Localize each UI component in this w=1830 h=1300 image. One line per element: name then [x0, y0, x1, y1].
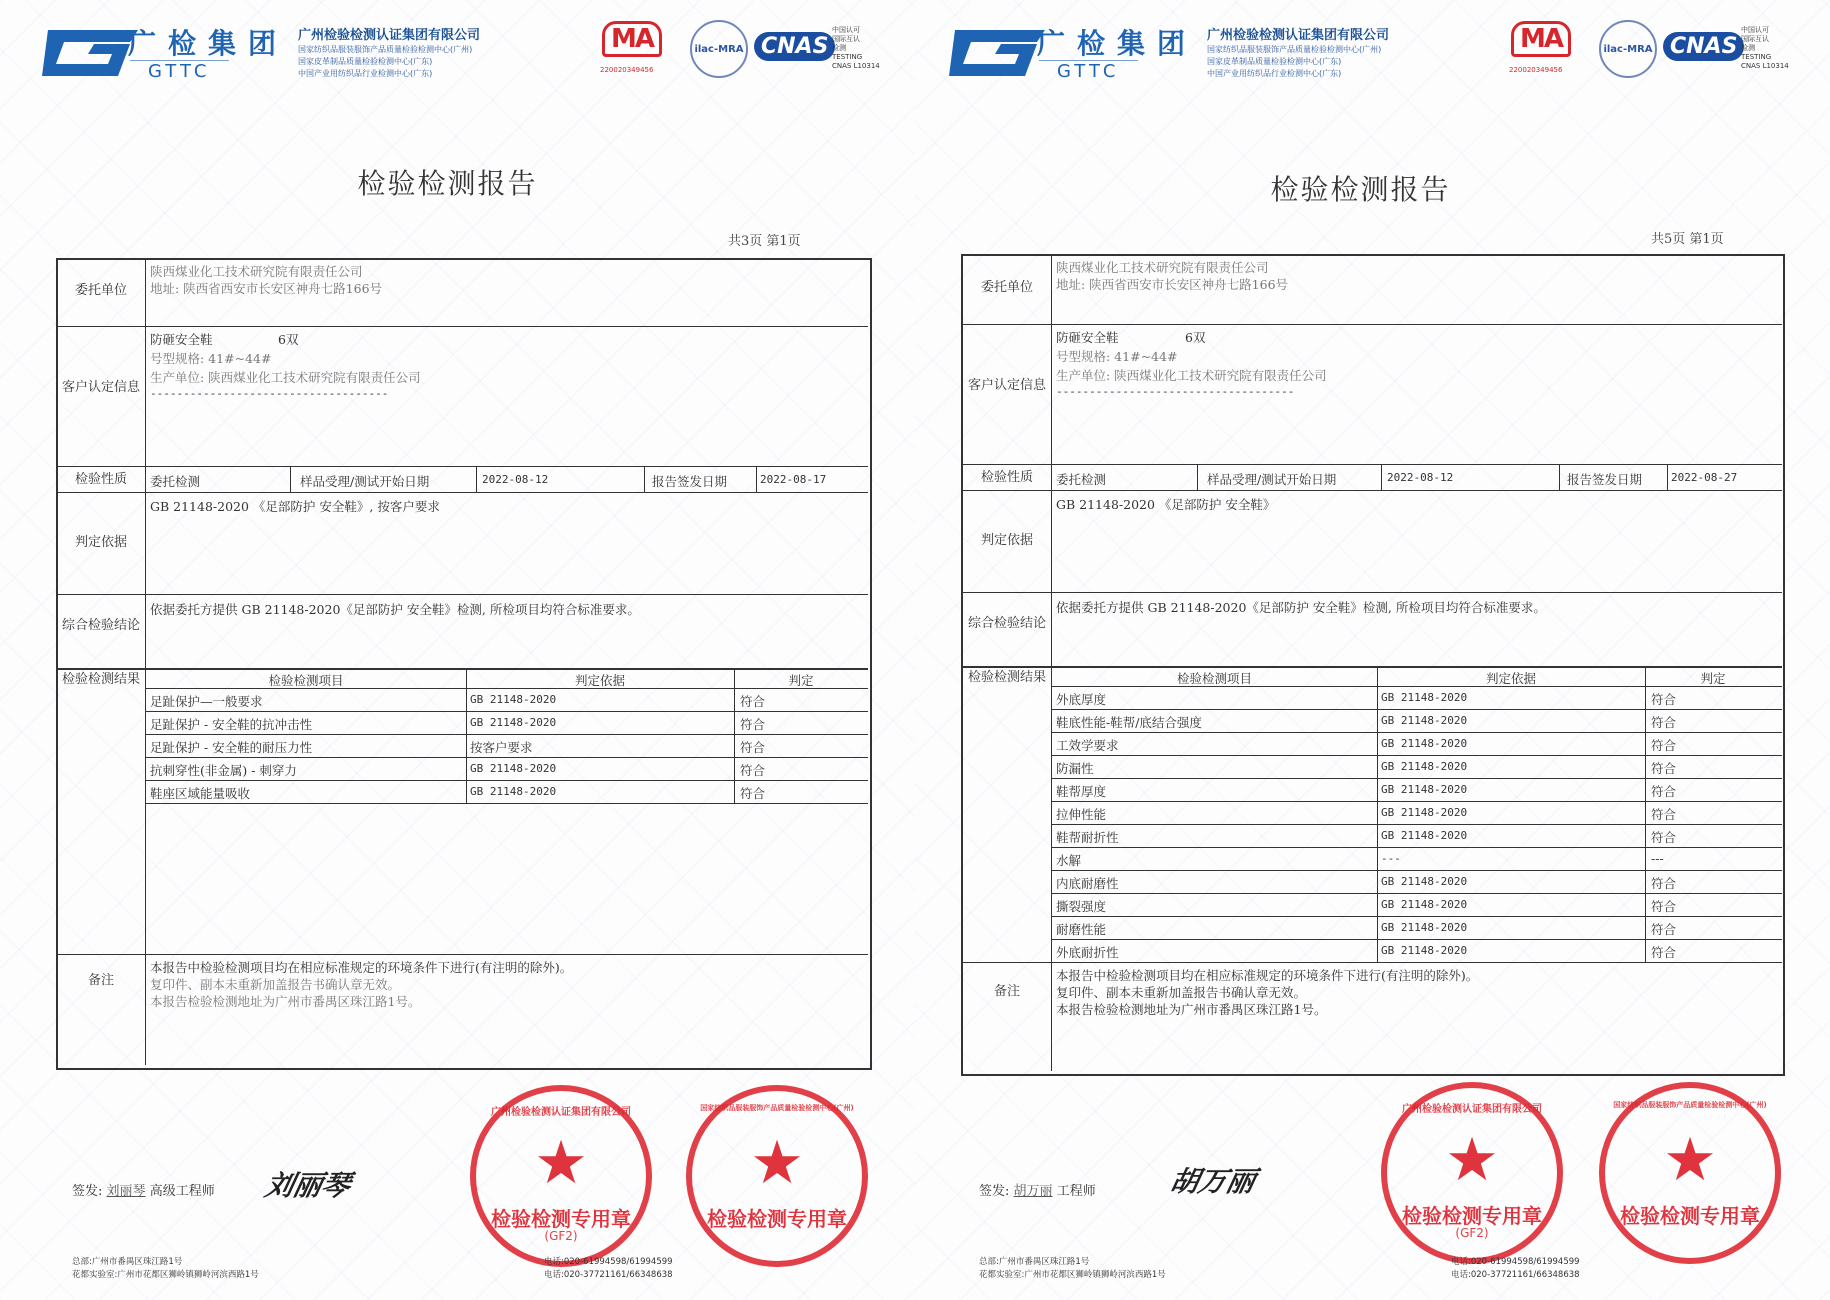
dash-line: ------------------------------------	[150, 387, 389, 400]
row-basis: GB 21148-2020	[1381, 737, 1468, 750]
row-verdict: 符合	[1651, 830, 1677, 845]
footer-lab: 花都实验室:广州市花都区狮岭镇狮岭河滨西路1号	[72, 1270, 259, 1280]
row-verdict: 符合	[1651, 715, 1677, 730]
row-verdict: ---	[1651, 851, 1664, 866]
row-basis: GB 21148-2020	[1381, 760, 1468, 773]
cma-logo: MA	[1511, 21, 1571, 57]
signature: 胡万丽	[1167, 1165, 1259, 1198]
row-verdict: 符合	[740, 740, 766, 755]
ilac-logo: ilac-MRA	[690, 20, 748, 78]
col-item: 检验检测项目	[1176, 671, 1252, 686]
row-verdict: 符合	[1651, 922, 1677, 937]
signer-title: 高级工程师	[149, 1184, 215, 1199]
org-sub-1: 国家纺织品服装服饰产品质量检验检测中心(广州)	[298, 45, 473, 54]
cma-number: 220020349456	[1509, 66, 1563, 74]
client-address: 地址: 陕西省西安市长安区神舟七路166号	[150, 281, 383, 296]
nature-value: 委托检测	[1056, 472, 1107, 487]
footer-phone: 电话:020-61994598/61994599	[544, 1257, 673, 1267]
cnas-text: 中国认可 国际互认 检测 TESTING CNAS L10314	[1741, 26, 1789, 70]
basis-value: GB 21148-2020 《足部防护 安全鞋》	[1056, 497, 1276, 512]
row-basis: GB 21148-2020	[1381, 944, 1468, 957]
signer-name: 刘丽琴	[106, 1184, 146, 1199]
row-item: 足趾保护—一般要求	[150, 694, 263, 709]
label-basis: 判定依据	[980, 533, 1033, 548]
label-conclusion: 综合检验结论	[967, 616, 1046, 631]
remark-3: 本报告检验检测地址为广州市番禺区珠江路1号。	[1056, 1002, 1327, 1017]
row-basis: GB 21148-2020	[1381, 691, 1468, 704]
remark-2: 复印件、副本未重新加盖报告书确认章无效。	[150, 977, 401, 992]
label-nature: 检验性质	[980, 470, 1033, 485]
label-client: 委托单位	[980, 280, 1033, 295]
conclusion-value: 依据委托方提供 GB 21148-2020《足部防护 安全鞋》检测, 所检项目均符合标准要求。	[1056, 600, 1546, 615]
row-basis: GB 21148-2020	[1381, 898, 1468, 911]
row-verdict: 符合	[1651, 692, 1677, 707]
label-remarks: 备注	[993, 984, 1020, 999]
row-basis: GB 21148-2020	[1381, 921, 1468, 934]
org-name: 广州检验检测认证集团有限公司	[1207, 28, 1390, 43]
row-item: 水解	[1056, 853, 1082, 868]
row-item: 外底耐折性	[1056, 945, 1119, 960]
col-basis: 判定依据	[1485, 671, 1536, 686]
remark-3: 本报告检验检测地址为广州市番禺区珠江路1号。	[150, 994, 421, 1009]
row-item: 撕裂强度	[1056, 899, 1107, 914]
brand-abbr: GTTC	[1039, 60, 1138, 82]
org-sub-1: 国家纺织品服装服饰产品质量检验检测中心(广州)	[1207, 45, 1382, 54]
row-basis: GB 21148-2020	[470, 762, 557, 775]
row-verdict: 符合	[1651, 807, 1677, 822]
product-model: 号型规格: 41#~44#	[150, 351, 272, 366]
org-sub-2: 国家皮革制品质量检验检测中心(广东)	[298, 57, 433, 66]
footer-address: 总部:广州市番禺区珠江路1号	[979, 1257, 1090, 1267]
row-basis: GB 21148-2020	[470, 693, 557, 706]
col-verdict: 判定	[788, 673, 814, 688]
report-title: 检验检测报告	[357, 167, 538, 200]
row-verdict: 符合	[740, 717, 766, 732]
row-verdict: 符合	[1651, 876, 1677, 891]
official-seal-b: 国家纺织品服装服饰产品质量检验检测中心(广州) ★ 检验检测专用章	[1599, 1082, 1781, 1264]
label-customer-info: 客户认定信息	[967, 378, 1046, 393]
row-verdict: 符合	[1651, 945, 1677, 960]
cnas-logo: CNAS	[1663, 32, 1744, 61]
label-basis: 判定依据	[74, 535, 127, 550]
row-item: 外底厚度	[1056, 692, 1107, 707]
col-basis: 判定依据	[574, 673, 625, 688]
report-title: 检验检测报告	[1270, 173, 1451, 206]
row-basis: GB 21148-2020	[1381, 829, 1468, 842]
row-item: 鞋座区域能量吸收	[150, 786, 251, 801]
official-seal-a: 广州检验检测认证集团有限公司 ★ 检验检测专用章 (GF2)	[1381, 1082, 1563, 1264]
cma-number: 220020349456	[600, 66, 654, 74]
page-info: 共5页 第1页	[1651, 232, 1724, 247]
conclusion-value: 依据委托方提供 GB 21148-2020《足部防护 安全鞋》检测, 所检项目均符合标准要求。	[150, 602, 640, 617]
row-item: 防漏性	[1056, 761, 1094, 776]
label-client: 委托单位	[74, 283, 127, 298]
row-verdict: 符合	[740, 694, 766, 709]
seal-star-icon: ★	[750, 1128, 804, 1198]
cnas-logo: CNAS	[754, 32, 835, 61]
col-verdict: 判定	[1700, 671, 1726, 686]
row-verdict: 符合	[1651, 738, 1677, 753]
manufacturer: 生产单位: 陕西煤业化工技术研究院有限责任公司	[1056, 368, 1327, 383]
row-basis: GB 21148-2020	[1381, 783, 1468, 796]
remark-1: 本报告中检验检测项目均在相应标准规定的环境条件下进行(有注明的除外)。	[1056, 968, 1479, 983]
manufacturer: 生产单位: 陕西煤业化工技术研究院有限责任公司	[150, 370, 421, 385]
org-sub-3: 中国产业用纺织品行业检测中心(广东)	[298, 69, 433, 78]
footer-phone-2: 电话:020-37721161/66348638	[544, 1270, 673, 1280]
client-address: 地址: 陕西省西安市长安区神舟七路166号	[1056, 277, 1289, 292]
seal-star-icon: ★	[1663, 1125, 1717, 1195]
row-item: 足趾保护 - 安全鞋的抗冲击性	[150, 717, 313, 732]
org-sub-3: 中国产业用纺织品行业检测中心(广东)	[1207, 69, 1342, 78]
cma-mark	[1511, 24, 1571, 54]
basis-value: GB 21148-2020 《足部防护 安全鞋》, 按客户要求	[150, 499, 440, 514]
row-item: 内底耐磨性	[1056, 876, 1119, 891]
row-verdict: 符合	[740, 763, 766, 778]
page-info: 共3页 第1页	[728, 234, 801, 249]
product-model: 号型规格: 41#~44#	[1056, 349, 1178, 364]
seal-star-icon: ★	[1445, 1125, 1499, 1195]
label-customer-info: 客户认定信息	[61, 380, 140, 395]
cnas-text: 中国认可 国际互认 检测 TESTING CNAS L10314	[832, 26, 880, 70]
row-basis: GB 21148-2020	[470, 716, 557, 729]
label-sample-date: 样品受理/测试开始日期	[300, 474, 430, 489]
sample-date: 2022-08-12	[482, 473, 549, 486]
official-seal-b: 国家纺织品服装服饰产品质量检验检测中心(广州) ★ 检验检测专用章	[686, 1085, 868, 1267]
product-quantity: 6双	[1185, 330, 1206, 345]
row-item: 鞋帮耐折性	[1056, 830, 1119, 845]
label-nature: 检验性质	[74, 472, 127, 487]
seal-star-icon: ★	[534, 1128, 588, 1198]
row-basis: GB 21148-2020	[1381, 714, 1468, 727]
signature: 刘丽琴	[262, 1169, 354, 1202]
col-item: 检验检测项目	[268, 673, 344, 688]
dash-line: ------------------------------------	[1056, 385, 1295, 398]
label-report-date: 报告签发日期	[652, 474, 728, 489]
remark-1: 本报告中检验检测项目均在相应标准规定的环境条件下进行(有注明的除外)。	[150, 960, 573, 975]
label-results: 检验检测结果	[967, 670, 1046, 685]
footer-phone: 电话:020-61994598/61994599	[1451, 1257, 1580, 1267]
brand-abbr: GTTC	[130, 60, 229, 82]
row-verdict: 符合	[740, 786, 766, 801]
row-item: 足趾保护 - 安全鞋的耐压力性	[150, 740, 313, 755]
product-name: 防砸安全鞋	[1056, 330, 1119, 345]
label-conclusion: 综合检验结论	[62, 618, 141, 633]
row-basis: GB 21148-2020	[470, 785, 557, 798]
signer-line: 签发: 胡万丽 工程师	[979, 1184, 1096, 1199]
ilac-logo: ilac-MRA	[1599, 20, 1657, 78]
report-date: 2022-08-27	[1671, 471, 1738, 484]
footer-phone-2: 电话:020-37721161/66348638	[1451, 1270, 1580, 1280]
label-report-date: 报告签发日期	[1567, 472, 1643, 487]
row-basis: ---	[1381, 852, 1401, 865]
official-seal-a: 广州检验检测认证集团有限公司 ★ 检验检测专用章 (GF2)	[470, 1085, 652, 1267]
remark-2: 复印件、副本未重新加盖报告书确认章无效。	[1056, 985, 1307, 1000]
report-page-2	[915, 0, 1830, 1300]
client-name: 陕西煤业化工技术研究院有限责任公司	[150, 264, 363, 279]
row-item: 鞋底性能-鞋帮/底结合强度	[1056, 715, 1202, 730]
row-verdict: 符合	[1651, 784, 1677, 799]
row-item: 鞋帮厚度	[1056, 784, 1107, 799]
org-sub-2: 国家皮革制品质量检验检测中心(广东)	[1207, 57, 1342, 66]
footer-lab: 花都实验室:广州市花都区狮岭镇狮岭河滨西路1号	[979, 1270, 1166, 1280]
brand-name: 广检集团	[128, 27, 289, 60]
cma-mark	[602, 24, 662, 54]
row-item: 抗刺穿性(非金属) - 刺穿力	[150, 763, 297, 778]
signer-title: 工程师	[1056, 1184, 1096, 1199]
signer-line: 签发: 刘丽琴 高级工程师	[72, 1184, 215, 1199]
row-verdict: 符合	[1651, 899, 1677, 914]
row-basis: 按客户要求	[470, 740, 533, 755]
row-verdict: 符合	[1651, 761, 1677, 776]
signer-name: 胡万丽	[1013, 1184, 1053, 1199]
label-results: 检验检测结果	[62, 672, 141, 687]
sample-date: 2022-08-12	[1387, 471, 1454, 484]
row-basis: GB 21148-2020	[1381, 806, 1468, 819]
row-item: 工效学要求	[1056, 738, 1119, 753]
product-quantity: 6双	[278, 332, 299, 347]
client-name: 陕西煤业化工技术研究院有限责任公司	[1056, 260, 1269, 275]
org-name: 广州检验检测认证集团有限公司	[298, 28, 481, 43]
nature-value: 委托检测	[150, 474, 201, 489]
report-date: 2022-08-17	[760, 473, 827, 486]
row-basis: GB 21148-2020	[1381, 875, 1468, 888]
label-sample-date: 样品受理/测试开始日期	[1207, 472, 1337, 487]
row-item: 拉伸性能	[1056, 807, 1107, 822]
row-item: 耐磨性能	[1056, 922, 1107, 937]
brand-name: 广检集团	[1037, 27, 1198, 60]
footer-address: 总部:广州市番禺区珠江路1号	[72, 1257, 183, 1267]
cma-logo: MA	[602, 21, 662, 57]
product-name: 防砸安全鞋	[150, 332, 213, 347]
label-remarks: 备注	[87, 973, 114, 988]
